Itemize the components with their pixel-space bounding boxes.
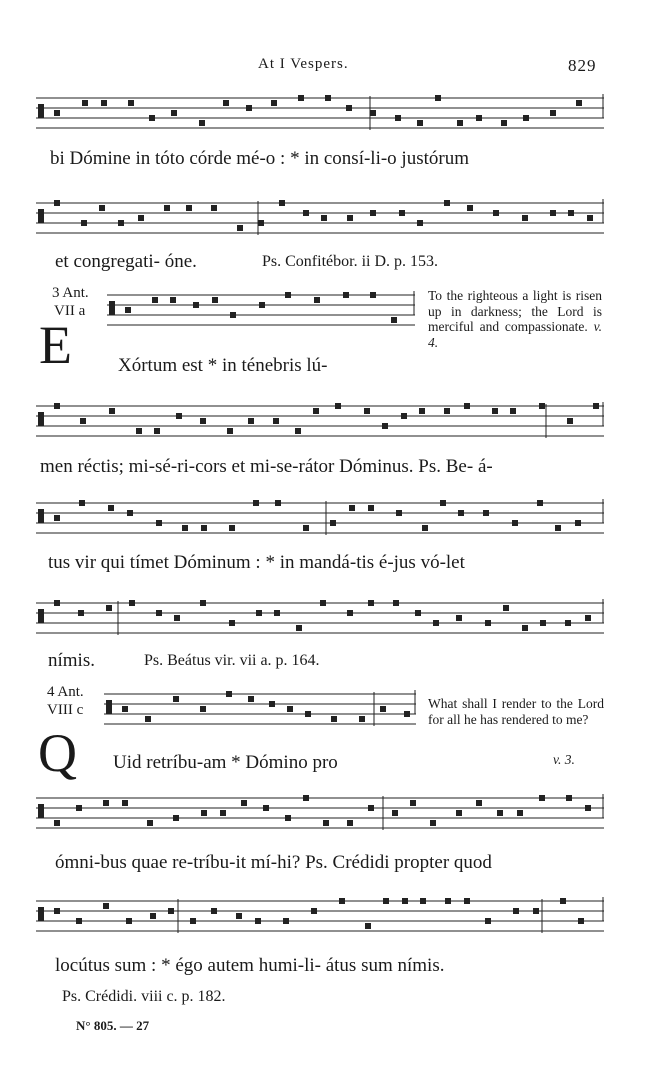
neume bbox=[76, 918, 82, 924]
neume bbox=[212, 297, 218, 303]
neume bbox=[402, 898, 408, 904]
neume bbox=[186, 205, 192, 211]
neume bbox=[550, 210, 556, 216]
neume bbox=[510, 408, 516, 414]
neume bbox=[176, 413, 182, 419]
neume bbox=[236, 913, 242, 919]
initial-letter-Q: Q bbox=[38, 723, 77, 783]
neume bbox=[368, 805, 374, 811]
neume bbox=[456, 810, 462, 816]
neume bbox=[248, 696, 254, 702]
neume bbox=[241, 800, 247, 806]
neume bbox=[173, 696, 179, 702]
neume bbox=[476, 800, 482, 806]
neume bbox=[298, 95, 304, 101]
neume bbox=[248, 418, 254, 424]
neume bbox=[223, 100, 229, 106]
neume bbox=[485, 620, 491, 626]
final-psalm-reference: Ps. Crédidi. viii c. p. 182. bbox=[62, 988, 226, 1005]
neume bbox=[565, 620, 571, 626]
neume bbox=[391, 317, 397, 323]
neume bbox=[237, 225, 243, 231]
neume bbox=[576, 100, 582, 106]
neume bbox=[325, 95, 331, 101]
neume bbox=[200, 706, 206, 712]
verse-reference-3: v. 4. bbox=[428, 319, 603, 350]
neume bbox=[136, 428, 142, 434]
staff-7 bbox=[104, 688, 416, 730]
clef bbox=[38, 609, 44, 623]
staff-4 bbox=[36, 400, 604, 442]
neume bbox=[78, 610, 84, 616]
neume bbox=[106, 605, 112, 611]
neume bbox=[512, 520, 518, 526]
neume bbox=[433, 620, 439, 626]
neume bbox=[404, 711, 410, 717]
neume bbox=[555, 525, 561, 531]
neume bbox=[255, 918, 261, 924]
neume bbox=[193, 302, 199, 308]
staff-8 bbox=[36, 792, 604, 834]
neume bbox=[364, 408, 370, 414]
neume bbox=[168, 908, 174, 914]
neume bbox=[303, 795, 309, 801]
neume bbox=[539, 403, 545, 409]
neume bbox=[456, 615, 462, 621]
neume bbox=[415, 610, 421, 616]
neume bbox=[285, 815, 291, 821]
neume bbox=[285, 292, 291, 298]
neume bbox=[417, 120, 423, 126]
neume bbox=[303, 525, 309, 531]
clef bbox=[38, 209, 44, 223]
neume bbox=[253, 500, 259, 506]
lyric-line-6: nímis. bbox=[48, 650, 95, 671]
staff-1 bbox=[36, 92, 604, 134]
staff-3 bbox=[107, 289, 415, 331]
initial-letter-E: E bbox=[39, 315, 72, 375]
neume bbox=[343, 292, 349, 298]
neume bbox=[80, 418, 86, 424]
neume bbox=[550, 110, 556, 116]
neume bbox=[575, 520, 581, 526]
neume bbox=[331, 716, 337, 722]
lyric-line-3: Xórtum est * in ténebris lú- bbox=[118, 355, 328, 376]
neume bbox=[349, 505, 355, 511]
neume bbox=[566, 795, 572, 801]
neume bbox=[503, 605, 509, 611]
clef bbox=[109, 301, 115, 315]
neume bbox=[568, 210, 574, 216]
neume bbox=[313, 408, 319, 414]
neume bbox=[220, 810, 226, 816]
neume bbox=[76, 805, 82, 811]
neume bbox=[314, 297, 320, 303]
neume bbox=[118, 220, 124, 226]
verse-reference-4: v. 3. bbox=[553, 752, 575, 767]
neume bbox=[274, 610, 280, 616]
neume bbox=[199, 120, 205, 126]
neume bbox=[585, 615, 591, 621]
neume bbox=[444, 200, 450, 206]
translation-4 bbox=[428, 696, 604, 727]
neume bbox=[522, 625, 528, 631]
neume bbox=[54, 200, 60, 206]
neume bbox=[497, 810, 503, 816]
neume bbox=[147, 820, 153, 826]
lyric-line-9: locútus sum : * égo autem humi-li- átus sum nímis. bbox=[55, 955, 445, 976]
neume bbox=[149, 115, 155, 121]
neume bbox=[422, 525, 428, 531]
lyric-line-1: bi Dómine in tóto córde mé-o : * in consí-li-o justórum bbox=[50, 148, 469, 169]
neume bbox=[108, 505, 114, 511]
neume bbox=[560, 898, 566, 904]
neume bbox=[483, 510, 489, 516]
neume bbox=[537, 500, 543, 506]
neume bbox=[200, 418, 206, 424]
neume bbox=[396, 510, 402, 516]
neume bbox=[359, 716, 365, 722]
neume bbox=[347, 215, 353, 221]
neume bbox=[523, 115, 529, 121]
neume bbox=[127, 510, 133, 516]
translation-3 bbox=[428, 288, 602, 350]
neume bbox=[339, 898, 345, 904]
neume bbox=[79, 500, 85, 506]
neume bbox=[464, 403, 470, 409]
neume bbox=[154, 428, 160, 434]
clef bbox=[38, 104, 44, 118]
neume bbox=[370, 110, 376, 116]
neume bbox=[271, 100, 277, 106]
neume bbox=[330, 520, 336, 526]
neume bbox=[211, 908, 217, 914]
neume bbox=[201, 810, 207, 816]
neume bbox=[145, 716, 151, 722]
neume bbox=[485, 918, 491, 924]
lyric-line-8: ómni-bus quae re-tríbu-it mí-hi? Ps. Crédidi propter quod bbox=[55, 852, 492, 873]
neume bbox=[171, 110, 177, 116]
neume bbox=[501, 120, 507, 126]
staff-2 bbox=[36, 197, 604, 239]
neume bbox=[513, 908, 519, 914]
neume bbox=[54, 110, 60, 116]
neume bbox=[283, 918, 289, 924]
neume bbox=[138, 215, 144, 221]
lyric-line-4: men réctis; mi-sé-ri-cors et mi-se-rátor Dóminus. Ps. Be- á- bbox=[40, 456, 493, 477]
neume bbox=[321, 215, 327, 221]
neume bbox=[458, 510, 464, 516]
psalm-reference-6: Ps. Beátus vir. vii a. p. 164. bbox=[144, 652, 320, 669]
neume bbox=[126, 918, 132, 924]
neume bbox=[467, 205, 473, 211]
neume bbox=[269, 701, 275, 707]
neume bbox=[430, 820, 436, 826]
neume bbox=[54, 403, 60, 409]
neume bbox=[275, 500, 281, 506]
neume bbox=[256, 610, 262, 616]
neume bbox=[382, 423, 388, 429]
neume bbox=[150, 913, 156, 919]
neume bbox=[492, 408, 498, 414]
neume bbox=[279, 200, 285, 206]
neume bbox=[365, 923, 371, 929]
clef bbox=[38, 907, 44, 921]
staff-5 bbox=[36, 497, 604, 539]
lyric-line-7: Uid retríbu-am * Dómino pro bbox=[113, 752, 338, 773]
neume bbox=[190, 918, 196, 924]
antiphon-3-number: 3 Ant. bbox=[52, 285, 89, 301]
clef bbox=[38, 804, 44, 818]
neume bbox=[440, 500, 446, 506]
neume bbox=[101, 100, 107, 106]
neume bbox=[273, 418, 279, 424]
neume bbox=[587, 215, 593, 221]
neume bbox=[347, 610, 353, 616]
psalm-reference-2: Ps. Confitébor. ii D. p. 153. bbox=[262, 253, 439, 270]
antiphon-4-mode: VIII c bbox=[47, 702, 84, 718]
neume bbox=[129, 600, 135, 606]
neume bbox=[346, 105, 352, 111]
neume bbox=[258, 220, 264, 226]
neume bbox=[305, 711, 311, 717]
neume bbox=[263, 805, 269, 811]
neume bbox=[368, 600, 374, 606]
neume bbox=[211, 205, 217, 211]
staff-6 bbox=[36, 597, 604, 639]
neume bbox=[476, 115, 482, 121]
neume bbox=[420, 898, 426, 904]
clef bbox=[38, 412, 44, 426]
neume bbox=[445, 898, 451, 904]
signature-footer: N° 805. — 27 bbox=[76, 1018, 150, 1033]
neume bbox=[393, 600, 399, 606]
neume bbox=[54, 600, 60, 606]
neume bbox=[419, 408, 425, 414]
neume bbox=[585, 805, 591, 811]
lyric-line-2: et congregati- óne. bbox=[55, 251, 197, 272]
neume bbox=[593, 403, 599, 409]
neume bbox=[303, 210, 309, 216]
neume bbox=[517, 810, 523, 816]
neume bbox=[380, 706, 386, 712]
neume bbox=[164, 205, 170, 211]
neume bbox=[522, 215, 528, 221]
neume bbox=[320, 600, 326, 606]
neume bbox=[227, 428, 233, 434]
neume bbox=[200, 600, 206, 606]
neume bbox=[335, 403, 341, 409]
neume bbox=[540, 620, 546, 626]
neume bbox=[125, 307, 131, 313]
neume bbox=[201, 525, 207, 531]
translation-4-text: What shall I render to the Lord for all he has rendered to me? bbox=[428, 696, 604, 727]
neume bbox=[417, 220, 423, 226]
antiphon-4-number: 4 Ant. bbox=[47, 684, 84, 700]
neume bbox=[103, 800, 109, 806]
neume bbox=[229, 620, 235, 626]
neume bbox=[54, 820, 60, 826]
antiphon-3-mode: VII a bbox=[54, 303, 86, 319]
neume bbox=[370, 292, 376, 298]
neume bbox=[259, 302, 265, 308]
neume bbox=[170, 297, 176, 303]
neume bbox=[99, 205, 105, 211]
neume bbox=[82, 100, 88, 106]
neume bbox=[103, 903, 109, 909]
neume bbox=[435, 95, 441, 101]
clef bbox=[106, 700, 112, 714]
neume bbox=[493, 210, 499, 216]
neume bbox=[368, 505, 374, 511]
neume bbox=[230, 312, 236, 318]
neume bbox=[128, 100, 134, 106]
neume bbox=[457, 120, 463, 126]
neume bbox=[54, 908, 60, 914]
neume bbox=[392, 810, 398, 816]
neume bbox=[81, 220, 87, 226]
neume bbox=[173, 815, 179, 821]
neume bbox=[156, 520, 162, 526]
neume bbox=[533, 908, 539, 914]
neume bbox=[410, 800, 416, 806]
staff-9 bbox=[36, 895, 604, 937]
neume bbox=[226, 691, 232, 697]
neume bbox=[174, 615, 180, 621]
neume bbox=[152, 297, 158, 303]
neume bbox=[395, 115, 401, 121]
neume bbox=[567, 418, 573, 424]
neume bbox=[323, 820, 329, 826]
neume bbox=[464, 898, 470, 904]
clef bbox=[38, 509, 44, 523]
neume bbox=[246, 105, 252, 111]
neume bbox=[311, 908, 317, 914]
neume bbox=[399, 210, 405, 216]
neume bbox=[370, 210, 376, 216]
neume bbox=[578, 918, 584, 924]
page-number: 829 bbox=[568, 56, 597, 75]
neume bbox=[287, 706, 293, 712]
neume bbox=[229, 525, 235, 531]
neume bbox=[444, 408, 450, 414]
neume bbox=[182, 525, 188, 531]
neume bbox=[122, 706, 128, 712]
neume bbox=[109, 408, 115, 414]
running-title: At I Vespers. bbox=[258, 56, 349, 72]
neume bbox=[54, 515, 60, 521]
lyric-line-5: tus vir qui tímet Dóminum : * in mandá-tis é-jus vó-let bbox=[48, 552, 465, 573]
neume bbox=[383, 898, 389, 904]
neume bbox=[156, 610, 162, 616]
neume bbox=[295, 428, 301, 434]
translation-3-text: To the righteous a light is risen up in darkness; the Lord is merciful and compassionate. bbox=[428, 288, 602, 334]
neume bbox=[296, 625, 302, 631]
neume bbox=[347, 820, 353, 826]
neume bbox=[539, 795, 545, 801]
neume bbox=[122, 800, 128, 806]
neume bbox=[401, 413, 407, 419]
